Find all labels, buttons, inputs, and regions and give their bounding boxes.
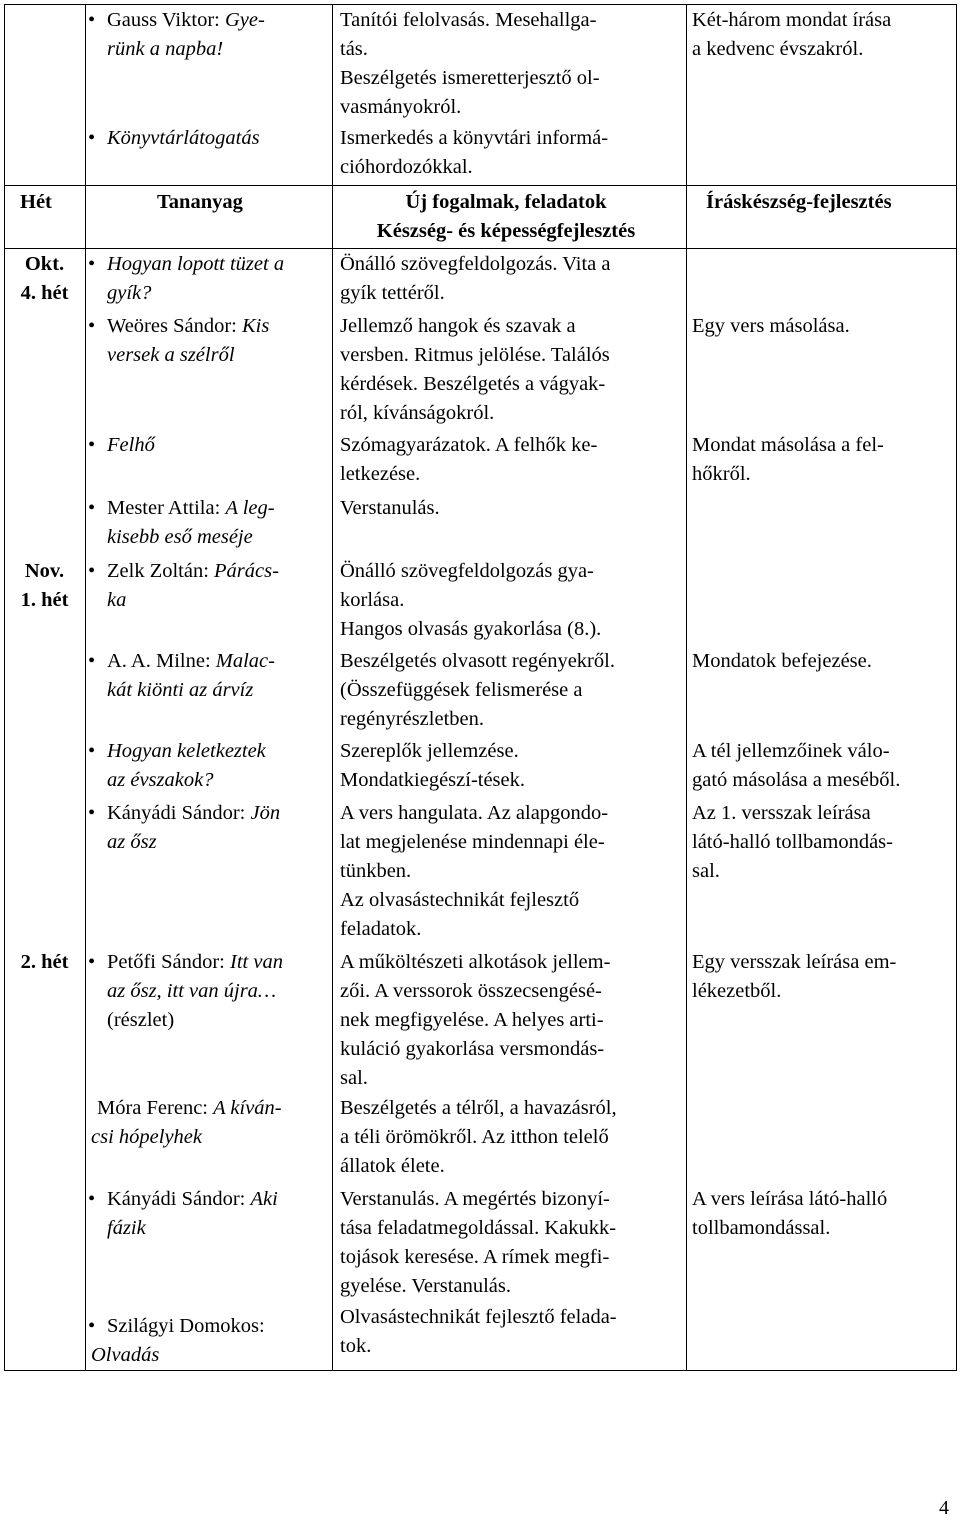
row-kanyadi1-concepts [340,799,685,944]
row-weores-concepts [340,312,685,428]
subtitle: (részlet) [107,1009,175,1031]
row-zelk-concepts [340,557,685,644]
bullet: • [88,253,96,275]
text-line: Beszélgetés olvasott regényekről. [340,650,615,672]
text-line: Szereplők jellemzése. [340,740,519,762]
title: A leg- [225,497,275,519]
text-line: gyík tettéről. [340,282,445,304]
row-mester-concepts: Verstanulás. [340,497,440,519]
title: Olvadás [91,1344,160,1366]
text-line: Nov. [24,560,65,582]
title-cont: fázik [107,1217,146,1239]
title: Kis [241,315,270,337]
row-felho-concepts [340,431,685,489]
text-line: lékezetből. [692,980,782,1002]
row-gyik-material [88,250,328,308]
text-line: tás. [340,38,368,60]
header-week: Hét [20,191,52,213]
author: Gauss Viktor: [107,9,225,31]
text-line: tojások keresése. A rímek megfi- [340,1246,610,1268]
bullet: • [88,434,96,456]
bullet: • [88,650,96,672]
row-petofi-material [88,948,328,1035]
author: Weöres Sándor: [107,315,242,337]
text-line: hőkről. [692,463,751,485]
week-nov-1 [4,557,85,615]
text-line: tünkben. [340,860,412,882]
row-zelk-material [88,557,328,615]
title: Aki [250,1188,278,1210]
bullet: • [88,1315,96,1337]
title: Gye- [224,9,265,31]
text-line: A tél jellemzőinek válo- [692,740,890,762]
bullet: • [88,497,96,519]
text-line: A vers hangulata. Az alapgondo- [340,802,609,824]
text-line: állatok élete. [340,1155,445,1177]
title-cont: gyík? [107,282,152,304]
text-line: a téli örömökről. Az itthon telelő [340,1126,609,1148]
bullet: • [88,127,96,149]
row-petofi-concepts [340,948,685,1093]
header-bottom-line [4,248,957,249]
bullet: • [88,740,96,762]
title: Itt van [230,951,283,973]
text-line: Olvasástechnikát fejlesztő felada- [340,1306,617,1328]
text-line: gató másolása a meséből. [692,769,901,791]
text-line: Beszélgetés ismeretterjesztő ol- [340,67,600,89]
text-line: kérdések. Beszélgetés a vágyak- [340,373,606,395]
table-border-top [4,4,957,5]
title-cont: kisebb eső meséje [107,526,253,548]
title-cont: csi hópelyhek [91,1126,202,1148]
row-mester-material [88,494,328,552]
text-line: Új fogalmak, feladatok [405,191,607,213]
title-cont: versek a szélről [107,344,235,366]
text-line: Önálló szövegfeldolgozás gya- [340,560,594,582]
text-line: Okt. [24,253,65,275]
row-szilagyi-material [88,1312,328,1370]
top-row2-material [88,124,328,153]
table-border-bottom [4,1370,957,1371]
top-row1-concepts [340,6,685,122]
row-kanyadi2-concepts [340,1185,685,1301]
text-line: tok. [340,1335,372,1357]
text-line: kuláció gyakorlása versmondás- [340,1038,605,1060]
bullet: • [88,1188,96,1210]
author: Petőfi Sándor: [107,951,230,973]
week-2: 2. hét [20,951,69,973]
text-line: feladatok. [340,918,422,940]
row-szilagyi-concepts [340,1303,685,1361]
text-line: ról, kívánságokról. [340,402,495,424]
author: Kányádi Sándor: [107,802,251,824]
title-cont: az ősz, itt van újra… [107,980,277,1002]
title: A kíván- [213,1097,282,1119]
text-line: Az olvasástechnikát fejlesztő [340,889,580,911]
text-line: cióhordozókkal. [340,156,473,178]
text-line: Mondat másolása a fel- [692,434,884,456]
text-line: lat megjelenése mindennapi éle- [340,831,605,853]
author: Mester Attila: [107,497,226,519]
text-line: Önálló szövegfeldolgozás. Vita a [340,253,611,275]
title: Felhő [107,434,155,456]
title: Jön [250,802,281,824]
text-line: Az 1. versszak leírása [692,802,871,824]
row-milne-material [88,647,328,705]
header-material: Tananyag [157,191,243,213]
text-line: Jellemző hangok és szavak a [340,315,576,337]
title-cont: az ősz [107,831,157,853]
author: Zelk Zoltán: [107,560,215,582]
text-line: versben. Ritmus jelölése. Találós [340,344,610,366]
text-line: letkezése. [340,463,421,485]
bullet: • [88,560,96,582]
text-line: 4. hét [20,282,69,304]
top-row2-concepts [340,124,685,182]
text-line: gyelése. Verstanulás. [340,1275,511,1297]
text-line: vasmányokról. [340,96,462,118]
header-concepts [330,188,682,246]
title-cont: az évszakok? [107,769,214,791]
text-line: Ismerkedés a könyvtári informá- [340,127,609,149]
text-line: Két-három mondat írása [692,9,892,31]
row-mora-material [93,1094,328,1152]
row-mora-concepts [340,1094,685,1181]
bullet: • [88,951,96,973]
bullet: • [88,802,96,824]
author: A. A. Milne: [107,650,216,672]
author: Móra Ferenc: [97,1097,214,1119]
author: Kányádi Sándor: [107,1188,251,1210]
row-kanyadi2-writing [692,1185,957,1243]
title-cont: ka [107,589,127,611]
title: Könyvtárlátogatás [107,127,260,149]
text-line: Egy versszak leírása em- [692,951,897,973]
column-divider-1 [85,4,86,1371]
row-evszak-writing [692,737,957,795]
title: Párács- [214,560,279,582]
text-line: tása feladatmegoldással. Kakukk- [340,1217,617,1239]
row-kanyadi1-material [88,799,328,857]
bullet: • [88,9,96,31]
title: Hogyan lopott tüzet a [107,253,285,275]
text-line: A vers leírása látó-halló [692,1188,888,1210]
text-line: nek megfigyelése. A helyes arti- [340,1009,604,1031]
row-weores-material [88,312,328,370]
title-cont: kát kiönti az árvíz [107,679,254,701]
text-line: sal. [692,860,720,882]
title: Malac- [215,650,275,672]
row-kanyadi1-writing [692,799,957,886]
table-border-left [4,4,5,1371]
text-line: a kedvenc évszakról. [692,38,864,60]
header-writing: Íráskészség-fejlesztés [706,191,892,213]
bullet: • [88,315,96,337]
top-row1-material [88,6,328,64]
table-border-right [956,4,957,1371]
text-line: látó-halló tollbamondás- [692,831,893,853]
text-line: zői. A verssorok összecsengésé- [340,980,602,1002]
text-line: (Összefüggések felismerése a [340,679,583,701]
text-line: korlása. [340,589,405,611]
text-line: Beszélgetés a télről, a havazásról, [340,1097,617,1119]
text-line: Mondatkiegészí-tések. [340,769,526,791]
row-gyik-concepts [340,250,685,308]
column-divider-3 [686,4,687,1371]
row-felho-material [88,431,328,460]
text-line: tollbamondással. [692,1217,831,1239]
row-petofi-writing [692,948,957,1006]
header-top-line [4,185,957,186]
text-line: A műköltészeti alkotások jellem- [340,951,611,973]
row-weores-writing: Egy vers másolása. [692,315,850,337]
row-milne-concepts [340,647,685,734]
page-number: 4 [939,1497,949,1519]
row-kanyadi2-material [88,1185,328,1243]
text-line: Tanítói felolvasás. Mesehallga- [340,9,597,31]
week-okt-4 [4,250,85,308]
text-line: Verstanulás. A megértés bizonyí- [340,1188,610,1210]
top-row1-writing [692,6,957,64]
row-evszak-concepts [340,737,685,795]
row-evszak-material [88,737,328,795]
row-felho-writing [692,431,957,489]
author: Szilágyi Domokos: [107,1315,265,1337]
title-cont: rünk a napba! [107,38,224,60]
row-milne-writing: Mondatok befejezése. [692,650,872,672]
text-line: Készség- és képességfejlesztés [376,220,636,242]
text-line: sal. [340,1067,368,1089]
text-line: Szómagyarázatok. A felhők ke- [340,434,598,456]
title: Hogyan keletkeztek [107,740,266,762]
text-line: 1. hét [20,589,69,611]
text-line: Hangos olvasás gyakorlása (8.). [340,618,602,640]
text-line: regényrészletben. [340,708,484,730]
